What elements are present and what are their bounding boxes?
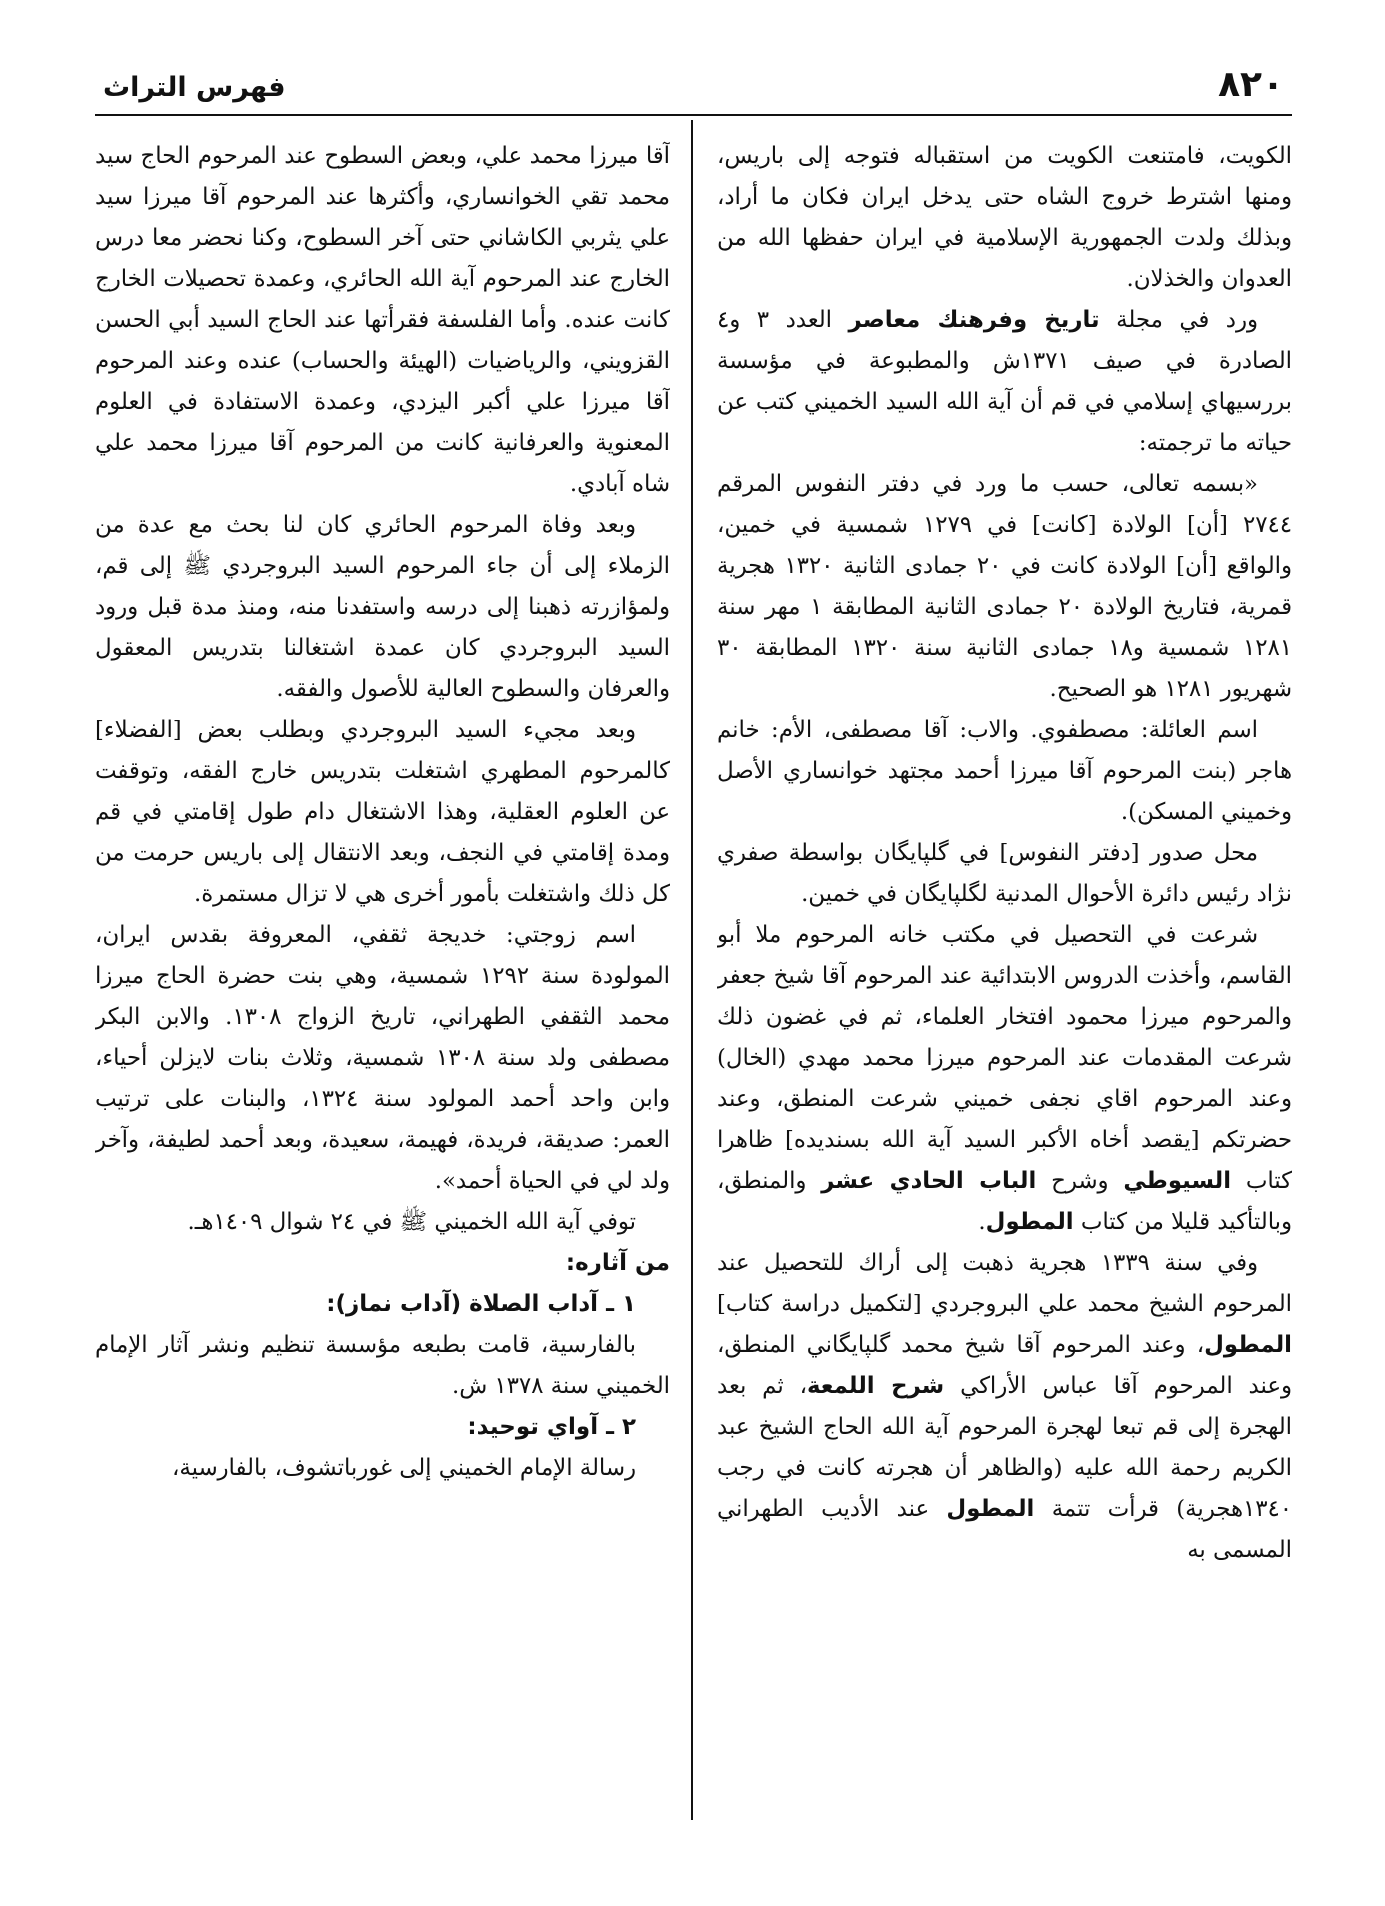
- paragraph: [717, 1243, 1292, 1571]
- text-run: والمنطق، وبالتأكيد قليلا من كتاب: [717, 1168, 1292, 1235]
- text-run: وفي سنة ١٣٣٩ هجرية ذهبت إلى أراك للتحصيل عند المرحوم الشيخ محمد علي البروجردي [لتكميل دراسة كتاب]: [717, 1250, 1292, 1317]
- work-title: ١ ـ آداب الصلاة (آداب نماز):: [326, 1291, 636, 1317]
- text-run: العدد ٣ و٤ الصادرة في صيف ١٣٧١ش والمطبوعة في مؤسسة بررسيهاي إسلامي في قم أن آية الله السيد الخميني كتب عن حياته ما ترجمته:: [717, 307, 1292, 456]
- text-run: ، ثم بعد الهجرة إلى قم تبعا لهجرة المرحوم آية الله الحاج الشيخ عبد الكريم رحمة الله عليه (والظاهر أن هجرته كانت في رجب ١٣٤٠هجرية) قرأت تتمة: [717, 1373, 1292, 1522]
- book-title: المطول: [946, 1496, 1035, 1522]
- paragraph: وبعد مجيء السيد البروجردي وبطلب بعض [الفضلاء] كالمرحوم المطهري اشتغلت بتدريس خارج الفقه، وتوقفت عن العلوم العقلية، وهذا الاشتغال دام طول إقامتي في قم ومدة إقامتي في النجف، وبعد الانتقال إلى باريس حرمت من كل ذلك واشتغلت بأمور أخرى هي لا تزال مستمرة.: [95, 717, 670, 907]
- text-run: .: [978, 1209, 986, 1235]
- left-column: [95, 136, 670, 1876]
- paragraph: رسالة الإمام الخميني إلى غورباتشوف، بالفارسية،: [171, 1455, 636, 1481]
- text-run: ، وعند المرحوم آقا شيخ محمد گلپايگاني المنطق، وعند المرحوم آقا عباس الأراكي: [717, 1332, 1292, 1399]
- text-run: ورد في مجلة: [1116, 307, 1258, 333]
- journal-title: تاريخ وفرهنك معاصر: [848, 307, 1100, 333]
- book-title: المطول: [1204, 1332, 1292, 1358]
- paragraph: اسم زوجتي: خديجة ثقفي، المعروفة بقدس ايران، المولودة سنة ١٢٩٢ شمسية، وهي بنت حضرة الحاج ميرزا محمد الثقفي الطهراني، تاريخ الزواج ١٣٠٨. والابن البكر مصطفى ولد سنة ١٣٠٨ شمسية، وثلاث بنات لايزلن أحياء، وابن واحد أحمد المولود سنة ١٣٢٤، والبنات على ترتيب العمر: صديقة، فريدة، فهيمة، سعيدة، وبعد أحمد لطيفة، وآخر ولد لي في الحياة أحمد».: [95, 922, 670, 1194]
- works-heading: من آثاره:: [565, 1250, 670, 1276]
- paragraph: بالفارسية، قامت بطبعه مؤسسة تنظيم ونشر آثار الإمام الخميني سنة ١٣٧٨ ش.: [95, 1332, 670, 1399]
- text-run: عند الأديب الطهراني المسمى به: [717, 1496, 1292, 1563]
- work-title: ٢ ـ آواي توحيد:: [467, 1414, 636, 1440]
- paragraph: الكويت، فامتنعت الكويت من استقباله فتوجه إلى باريس، ومنها اشترط خروج الشاه حتى يدخل ايران فكان ما أراد، وبذلك ولدت الجمهورية الإسلامية في ايران حفظها الله من العدوان والخذلان.: [717, 143, 1292, 292]
- paragraph: [717, 300, 1292, 464]
- paragraph: [717, 915, 1292, 1243]
- paragraph: محل صدور [دفتر النفوس] في گلپايگان بواسطة صفري نژاد رئيس دائرة الأحوال المدنية لگلپايگان في خمين.: [717, 840, 1292, 907]
- book-title: شرح اللمعة: [806, 1373, 945, 1399]
- paragraph: وبعد وفاة المرحوم الحائري كان لنا بحث مع عدة من الزملاء إلى أن جاء المرحوم السيد البروجردي ﷺ إلى قم، ولمؤازرته ذهبنا إلى درسه واستفدنا منه، ومنذ مدة قبل ورود السيد البروجردي كان عمدة اشتغالنا بتدريس المعقول والعرفان والسطوح العالية للأصول والفقه.: [95, 512, 670, 702]
- text-run: وشرح: [1051, 1168, 1109, 1194]
- paragraph: توفي آية الله الخميني ﷺ في ٢٤ شوال ١٤٠٩هـ.: [187, 1209, 636, 1235]
- book-title: السيوطي: [1123, 1168, 1232, 1194]
- book-title: الباب الحادي عشر: [821, 1168, 1037, 1194]
- page-number: ٨٢٠: [1218, 64, 1284, 105]
- right-column: [717, 136, 1292, 1876]
- paragraph: «بسمه تعالى، حسب ما ورد في دفتر النفوس المرقم ٢٧٤٤ [أن] الولادة [كانت] في ١٢٧٩ شمسية في خمين، والواقع [أن] الولادة كانت في ٢٠ جمادى الثانية ١٣٢٠ هجرية قمرية، فتاريخ الولادة ٢٠ جمادى الثانية المطابقة ١ مهر سنة ١٢٨١ شمسية و١٨ جمادى الثانية سنة ١٣٢٠ المطابقة ٣٠ شهريور ١٢٨١ هو الصحيح.: [717, 471, 1292, 702]
- running-title: فهرس التراث: [103, 72, 286, 103]
- paragraph: آقا ميرزا محمد علي، وبعض السطوح عند المرحوم الحاج سيد محمد تقي الخوانساري، وأكثرها عند المرحوم آقا ميرزا سيد علي يثربي الكاشاني حتى آخر السطوح، وكنا نحضر معا درس الخارج عند المرحوم آية الله الحائري، وعمدة تحصيلات الخارج كانت عنده. وأما الفلسفة فقرأتها عند الحاج السيد أبي الحسن القزويني، والرياضيات (الهيئة والحساب) عنده وعند المرحوم آقا ميرزا علي أكبر اليزدي، وعمدة الاستفادة في العلوم المعنوية والعرفانية كانت من المرحوم آقا ميرزا محمد علي شاه آبادي.: [95, 143, 670, 497]
- book-title: المطول: [985, 1209, 1074, 1235]
- page-header: [95, 62, 1292, 116]
- text-run: شرعت في التحصيل في مكتب خانه المرحوم ملا أبو القاسم، وأخذت الدروس الابتدائية عند المرحوم آقا شيخ جعفر والمرحوم ميرزا محمود افتخار العلماء، ثم في غضون ذلك شرعت المقدمات عند المرحوم ميرزا محمد مهدي (الخال) وعند المرحوم اقاي نجفى خميني شرعت المنطق، وعند حضرتكم [يقصد أخاه الأكبر السيد آية الله بسنديده] ظاهرا كتاب: [717, 922, 1292, 1194]
- column-divider: [691, 120, 693, 1820]
- paragraph: اسم العائلة: مصطفوي. والاب: آقا مصطفى، الأم: خانم هاجر (بنت المرحوم آقا ميرزا أحمد مجتهد خوانساري الأصل وخميني المسكن).: [717, 717, 1292, 825]
